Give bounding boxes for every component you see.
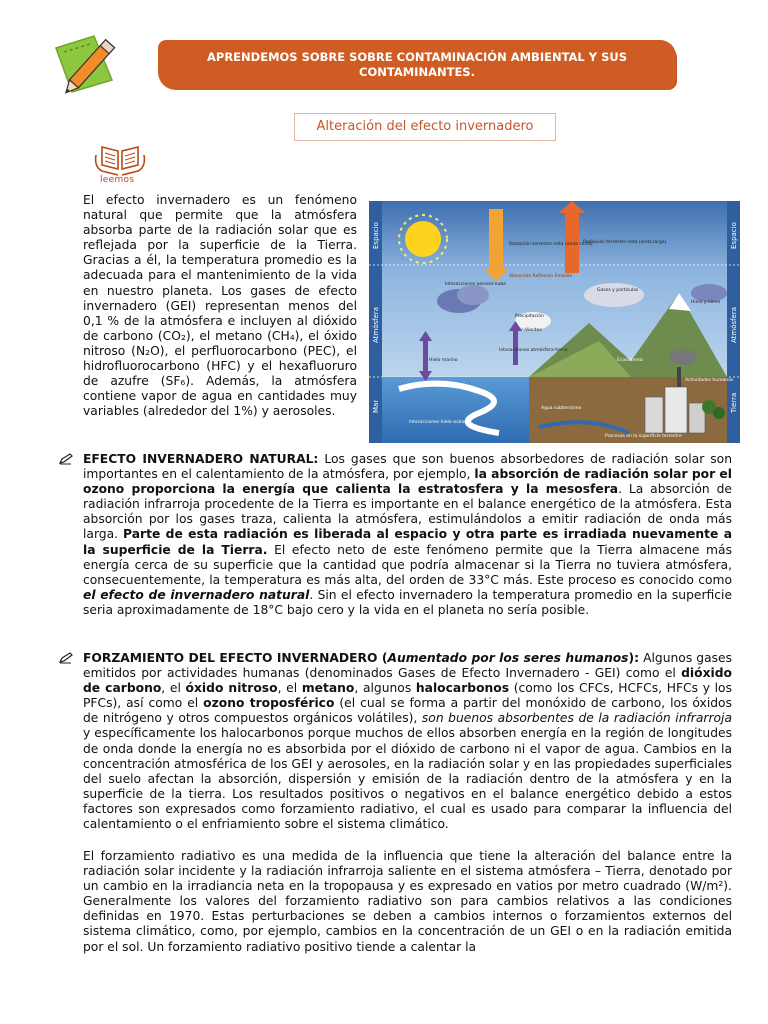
heading-run: FORZAMIENTO DEL EFECTO INVERNADERO ( [83, 651, 388, 665]
bold-run: óxido nitroso [185, 681, 278, 696]
text-run: El efecto neto de este fenómeno permite que la Tierra almacene más energía cerca de su superficie que la cantidad que podría almacenar si la Tierra no tuviera atmósfera, consecuentemente, la temperatura es más alta, del orden de 33°C más. Este proceso es conocido como [83, 542, 732, 587]
italic-run: son buenos absorbentes de la radiación infrarroja [421, 711, 732, 726]
label-groundwater: Agua subterránea [541, 406, 582, 411]
bold-run: dióxido de carbono [83, 666, 732, 696]
bold-italic-run: el efecto de invernadero natural [83, 587, 310, 602]
bold-run: ozono troposférico [203, 696, 335, 711]
text-run: Algunos gases emitidos por actividades humanas (denominados Gases de Efecto Invernadero - GEI) como el [83, 651, 732, 681]
title-banner [160, 42, 674, 88]
side-label-sea: Mar [372, 399, 380, 413]
text-run: (el cual se forma a partir del monóxido de carbono, los óxidos de nitrógeno y otros compuestos orgánicos volátiles), [83, 696, 732, 726]
section-forcing-body [59, 651, 732, 832]
label-ecosystem: Ecosistema [617, 358, 643, 363]
intro-paragraph: El efecto invernadero es un fenómeno natural que permite que la atmósfera absorba parte de la radiación solar que es reflejada por la superficie de la Tierra. Gracias a él, la temperatura promedio es la adecuada para el mantenimiento de la vida en nuestro planeta. Los gases de efecto invernadero (GEI) representan menos del 0,1 % de la atmósfera e incluyen al dióxido de carbono (CO₂), el metano (CH₄), el óxido nitroso (N₂O), el perfluorocarbono (PEC), el hidrofluorocarbono (HFC) y el hexafluoruro de azufre (SF₆). Además, la atmósfera contiene vapor de agua en cantidades muy variables (alrededor del 1%) y aerosoles. [83, 193, 357, 419]
section-natural-heading: EFECTO INVERNADERO NATURAL: [83, 452, 319, 466]
banner-title: APRENDEMOS SOBRE SOBRE CONTAMINACIÓN AMBIENTAL Y SUS CONTAMINANTES. [207, 50, 627, 79]
label-human-activity: Actividades humanas [685, 378, 734, 383]
label-absorption: Absorción Reflexión Emisión [509, 274, 573, 279]
section-subtitle: Alteración del efecto invernadero [294, 113, 556, 141]
side-label-space-right: Espacio [730, 222, 738, 249]
side-label-earth: Tierra [730, 392, 738, 413]
label-sea-ice: Hielo marino [429, 358, 458, 363]
text-run: Los gases que son buenos absorbedores de radiación solar son importantes en el calentamiento de la atmósfera, por ejemplo, [83, 452, 733, 482]
bold-run: metano [301, 681, 355, 696]
text-run: , el [277, 681, 302, 696]
heading-italic-run: Aumentado por los seres humanos [387, 651, 629, 665]
pencil-bullet-icon [59, 652, 73, 664]
section-natural-body [59, 452, 732, 618]
label-currents: Corrientes [425, 384, 449, 389]
text-run: , algunos [354, 681, 416, 696]
text-run: , el [161, 681, 186, 696]
text-run: (como los CFCs, HCFCs, HFCs y los PFCs), así como el [83, 681, 732, 711]
label-surface-processes: Procesos en la superficie terrestre [605, 434, 682, 439]
text-run: . La absorción de radiación infrarroja procedente de la Tierra es importante en el balance energético de la atmósfera. Esta absorción por los gases traza, calienta la atmósfera, estimulándolos a emitir radiación de onda más larga. [83, 482, 732, 542]
side-label-atmosphere-left: Atmósfera [372, 306, 380, 343]
section-natural-greenhouse [59, 452, 732, 618]
label-ice-ocean: Interacciones hielo-océano [409, 420, 470, 425]
section-forcing-heading [83, 651, 639, 665]
side-label-atmosphere-right: Atmósfera [730, 306, 738, 343]
section-forcing [59, 651, 732, 832]
bold-run: Parte de esta radiación es liberada al espacio y otra parte es irradiada nuevamente a la superficie de la Tierra. [83, 527, 732, 557]
pencil-notebook-icon [50, 30, 130, 102]
label-precipitation: Precipitación [515, 314, 544, 319]
label-terrestrial-radiation: Radiación terrestre neta (onda larga) [583, 240, 667, 245]
label-cloud-interactions: Interacciones aerosol-nube [445, 282, 506, 287]
side-label-space-left: Espacio [372, 222, 380, 249]
section-forcing-paragraph-2: El forzamiento radiativo es una medida de la influencia que tiene la alteración del balance entre la radiación solar incidente y la radiación infrarroja saliente en el sistema atmósfera – Tierra, denotado por un cambio en la irradiancia neta en la tropopausa y es expresado en vatios por metro cuadrado (W/m²). Generalmente los valores del forzamiento radiativo son para cambios relativos a las condiciones definidas en 1970. Estas perturbaciones se deben a cambios internos o forzamientos externos del sistema climático, como, por ejemplo, cambios en la concentración de un GEI o en la radiación emitida por el sol. Un forzamiento radiativo positivo tiende a calentar la [83, 849, 732, 954]
greenhouse-effect-diagram [369, 201, 740, 443]
text-run: . Sin el efecto invernadero la temperatura promedio en la superficie seria aproximadamente de 18°C bajo cero y la vida en el planeta no sería posible. [83, 587, 733, 617]
label-winds: Vientos [525, 328, 542, 333]
heading-run: ): [628, 651, 640, 665]
leemos-label: leemos [100, 175, 135, 185]
label-gases: Gases y partículas [597, 288, 639, 293]
pencil-bullet-icon [59, 453, 73, 465]
sun-icon [405, 221, 441, 257]
bold-run: halocarbonos [415, 681, 510, 696]
text-run: y específicamente los halocarbonos porque muchos de ellos absorben energía en la región de longitudes de onda donde la energía no es absorbida por el dióxido de carbono ni el vapor de agua. Cambios en la concentración atmosférica de los GEI y aerosoles, en la radiación solar y en las propiedades superficiales del suelo afectan la absorción, dispersión y emisión de la radiación dentro de la atmósfera y en la superficie de la tierra. Los resultados positivos o negativos en el balance energético debido a estos factores son expresados como forzamiento radiativo, el cual es usado para comparar la influencia del calentamiento o el enfriamiento sobre el sistema climático. [83, 726, 732, 832]
label-solar-radiation: Radiación terrestre neta (onda corta) [509, 242, 593, 247]
bold-run: la absorción de radiación solar por el ozono proporciona la energía que calienta la estratosfera y la mesosfera [83, 467, 732, 497]
label-interactions: Interacciones atmósfera-tierra [499, 348, 568, 353]
label-ice: Hielo y nieve [691, 300, 721, 305]
